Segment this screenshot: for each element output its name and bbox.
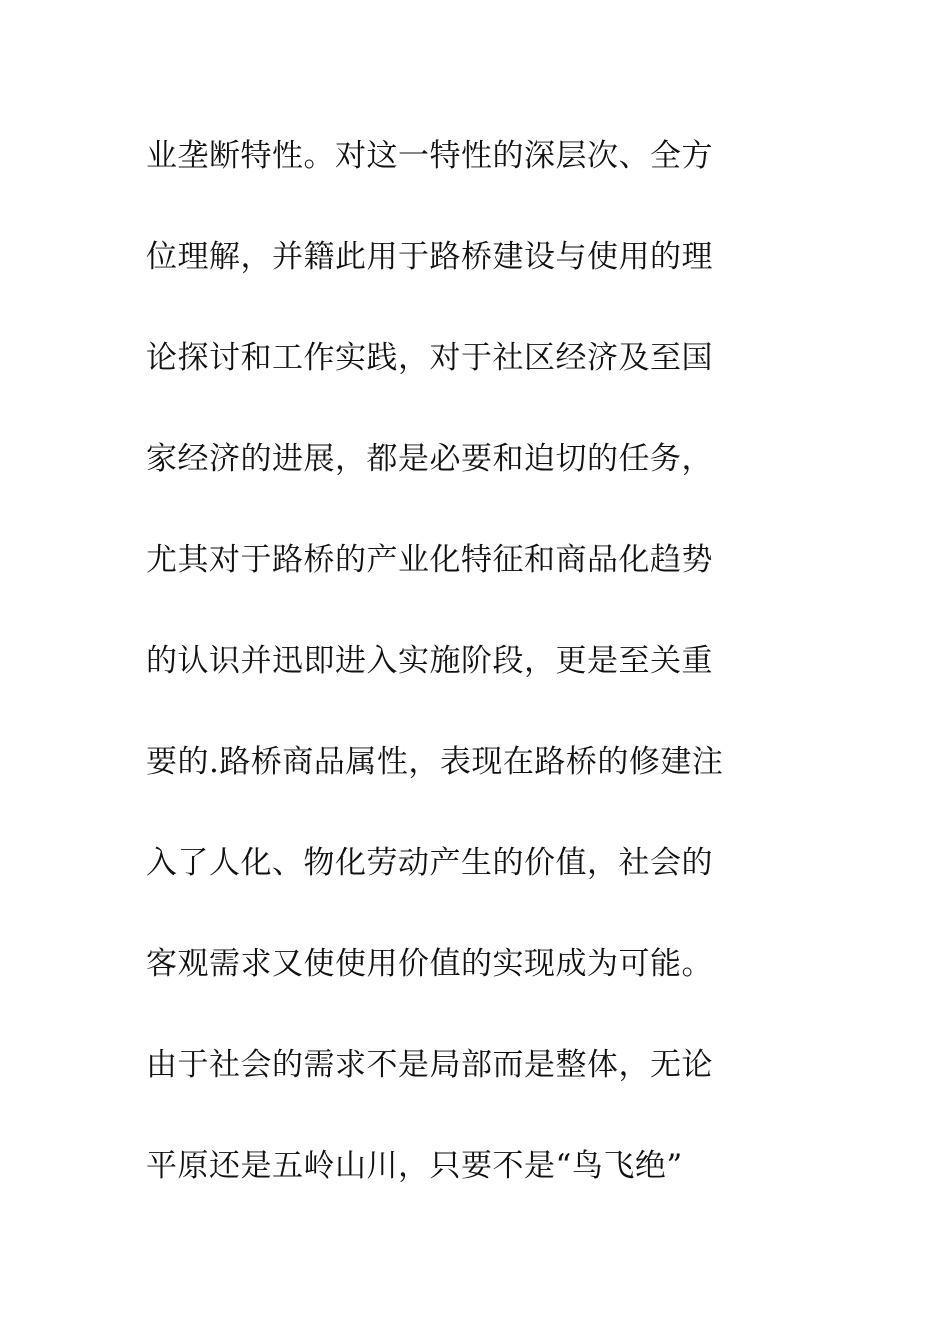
text-line: 平原还是五岭山川，只要不是“鸟飞绝” [146, 1148, 683, 1184]
text-line: 客观需求又使使用价值的实现成为可能。 [146, 946, 713, 982]
body-paragraph [146, 128, 826, 1239]
text-line: 位理解，并籍此用于路桥建设与使用的理 [146, 239, 713, 275]
text-line: 要的.路桥商品属性，表现在路桥的修建注 [146, 744, 724, 780]
text-line: 家经济的进展，都是必要和迫切的任务， [146, 441, 713, 477]
text-line: 的认识并迅即进入实施阶段，更是至关重 [146, 643, 713, 679]
text-line: 由于社会的需求不是局部而是整体，无论 [146, 1047, 713, 1083]
text-line: 尤其对于路桥的产业化特征和商品化趋势 [146, 542, 713, 578]
text-line: 业垄断特性。对这一特性的深层次、全方 [146, 138, 713, 174]
text-line: 入了人化、物化劳动产生的价值，社会的 [146, 845, 713, 881]
text-line: 论探讨和工作实践，对于社区经济及至国 [146, 340, 713, 376]
